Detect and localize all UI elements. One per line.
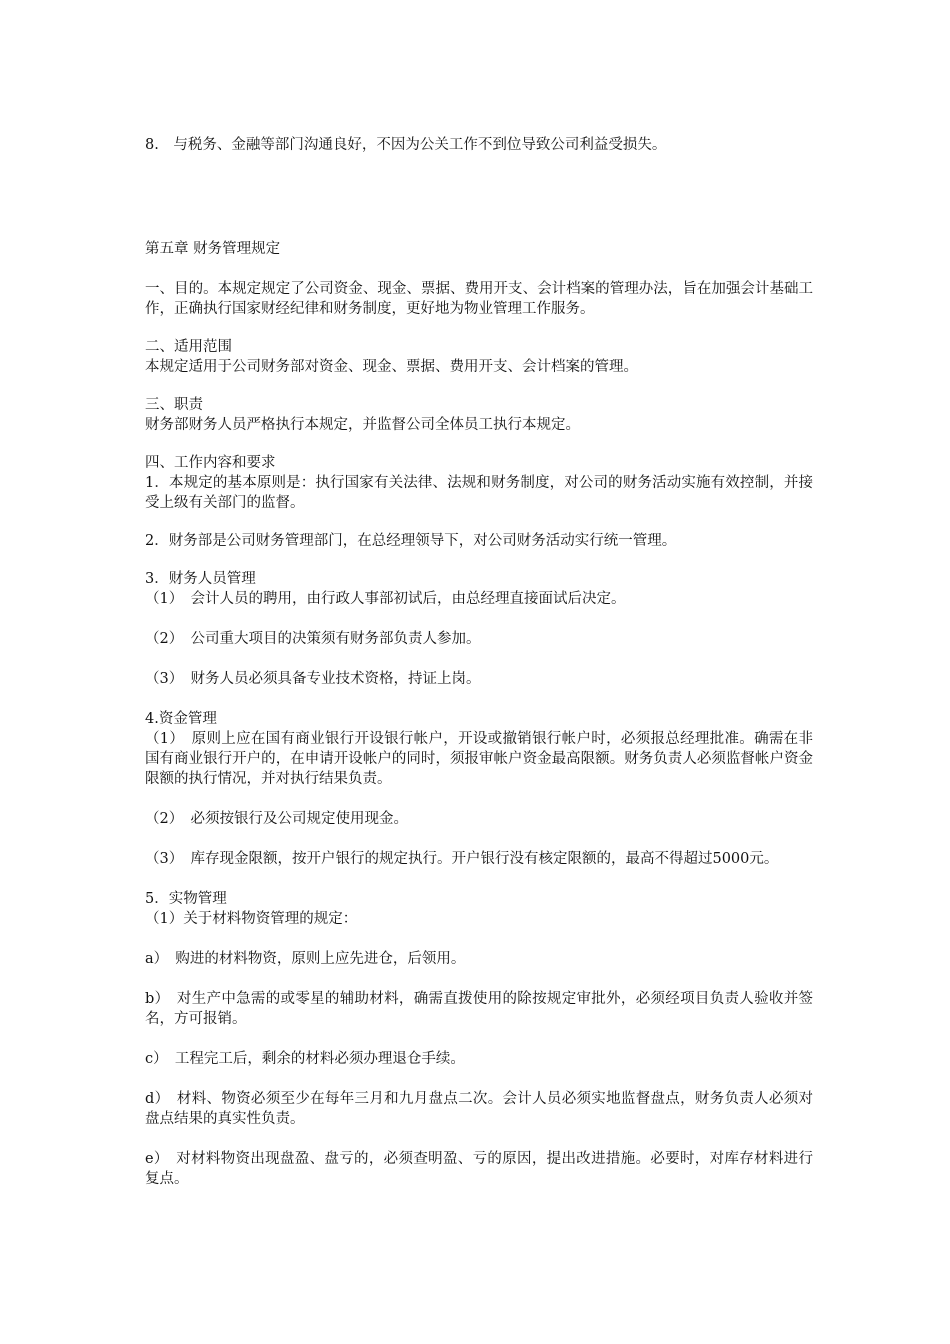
section-requirements-heading: 四、工作内容和要求 [145,455,276,471]
section-duties-text: 财务部财务人员严格执行本规定，并监督公司全体员工执行本规定。 [145,417,580,433]
requirement-4-heading: 4.资金管理 [145,711,217,727]
requirement-5-1-b: b） 对生产中急需的或零星的辅助材料，确需直拨使用的除按规定审批外，必须经项目负责人验收并签名，方可报销。 [145,991,813,1027]
document-body [145,135,813,1189]
requirement-3-2: （2） 公司重大项目的决策须有财务部负责人参加。 [145,631,481,647]
requirement-3-1: （1） 会计人员的聘用，由行政人事部初试后，由总经理直接面试后决定。 [145,591,626,607]
requirement-4-2: （2） 必须按银行及公司规定使用现金。 [145,811,408,827]
section-purpose: 一、目的。本规定规定了公司资金、现金、票据、费用开支、会计档案的管理办法，旨在加强会计基础工作，正确执行国家财经纪律和财务制度，更好地为物业管理工作服务。 [145,281,813,317]
requirement-3-3: （3） 财务人员必须具备专业技术资格，持证上岗。 [145,671,481,687]
requirement-5-1: （1）关于材料物资管理的规定： [145,911,358,927]
section-scope-text: 本规定适用于公司财务部对资金、现金、票据、费用开支、会计档案的管理。 [145,359,638,375]
requirement-1: 1．本规定的基本原则是：执行国家有关法律、法规和财务制度，对公司的财务活动实施有效控制，并接受上级有关部门的监督。 [145,475,813,511]
requirement-5-1-d: d） 材料、物资必须至少在每年三月和九月盘点二次。会计人员必须实地监督盘点，财务负责人必须对盘点结果的真实性负责。 [145,1091,813,1127]
requirement-5-1-a: a） 购进的材料物资，原则上应先进仓，后领用。 [145,951,466,967]
requirement-5-1-c: c） 工程完工后，剩余的材料必须办理退仓手续。 [145,1051,465,1067]
section-duties-heading: 三、职责 [145,397,203,413]
requirement-4-1: （1） 原则上应在国有商业银行开设银行帐户，开设或撤销银行帐户时，必须报总经理批准。确需在非国有商业银行开户的，在申请开设帐户的同时，须报审帐户资金最高限额。财务负责人必须监督帐户资金限额的执行情况，并对执行结果负责。 [145,731,813,787]
requirement-5-heading: 5．实物管理 [145,891,227,907]
item-8-public-relations: 8. 与税务、金融等部门沟通良好，不因为公关工作不到位导致公司利益受损失。 [145,137,667,153]
requirement-2: 2．财务部是公司财务管理部门，在总经理领导下，对公司财务活动实行统一管理。 [145,533,677,549]
requirement-3-heading: 3．财务人员管理 [145,571,256,587]
requirement-4-3: （3） 库存现金限额，按开户银行的规定执行。开户银行没有核定限额的，最高不得超过5000元。 [145,851,779,867]
section-scope-heading: 二、适用范围 [145,339,232,355]
chapter-5-heading: 第五章 财务管理规定 [145,241,281,257]
requirement-5-1-e: e） 对材料物资出现盘盈、盘亏的，必须查明盈、亏的原因，提出改进措施。必要时，对库存材料进行复点。 [145,1151,813,1187]
